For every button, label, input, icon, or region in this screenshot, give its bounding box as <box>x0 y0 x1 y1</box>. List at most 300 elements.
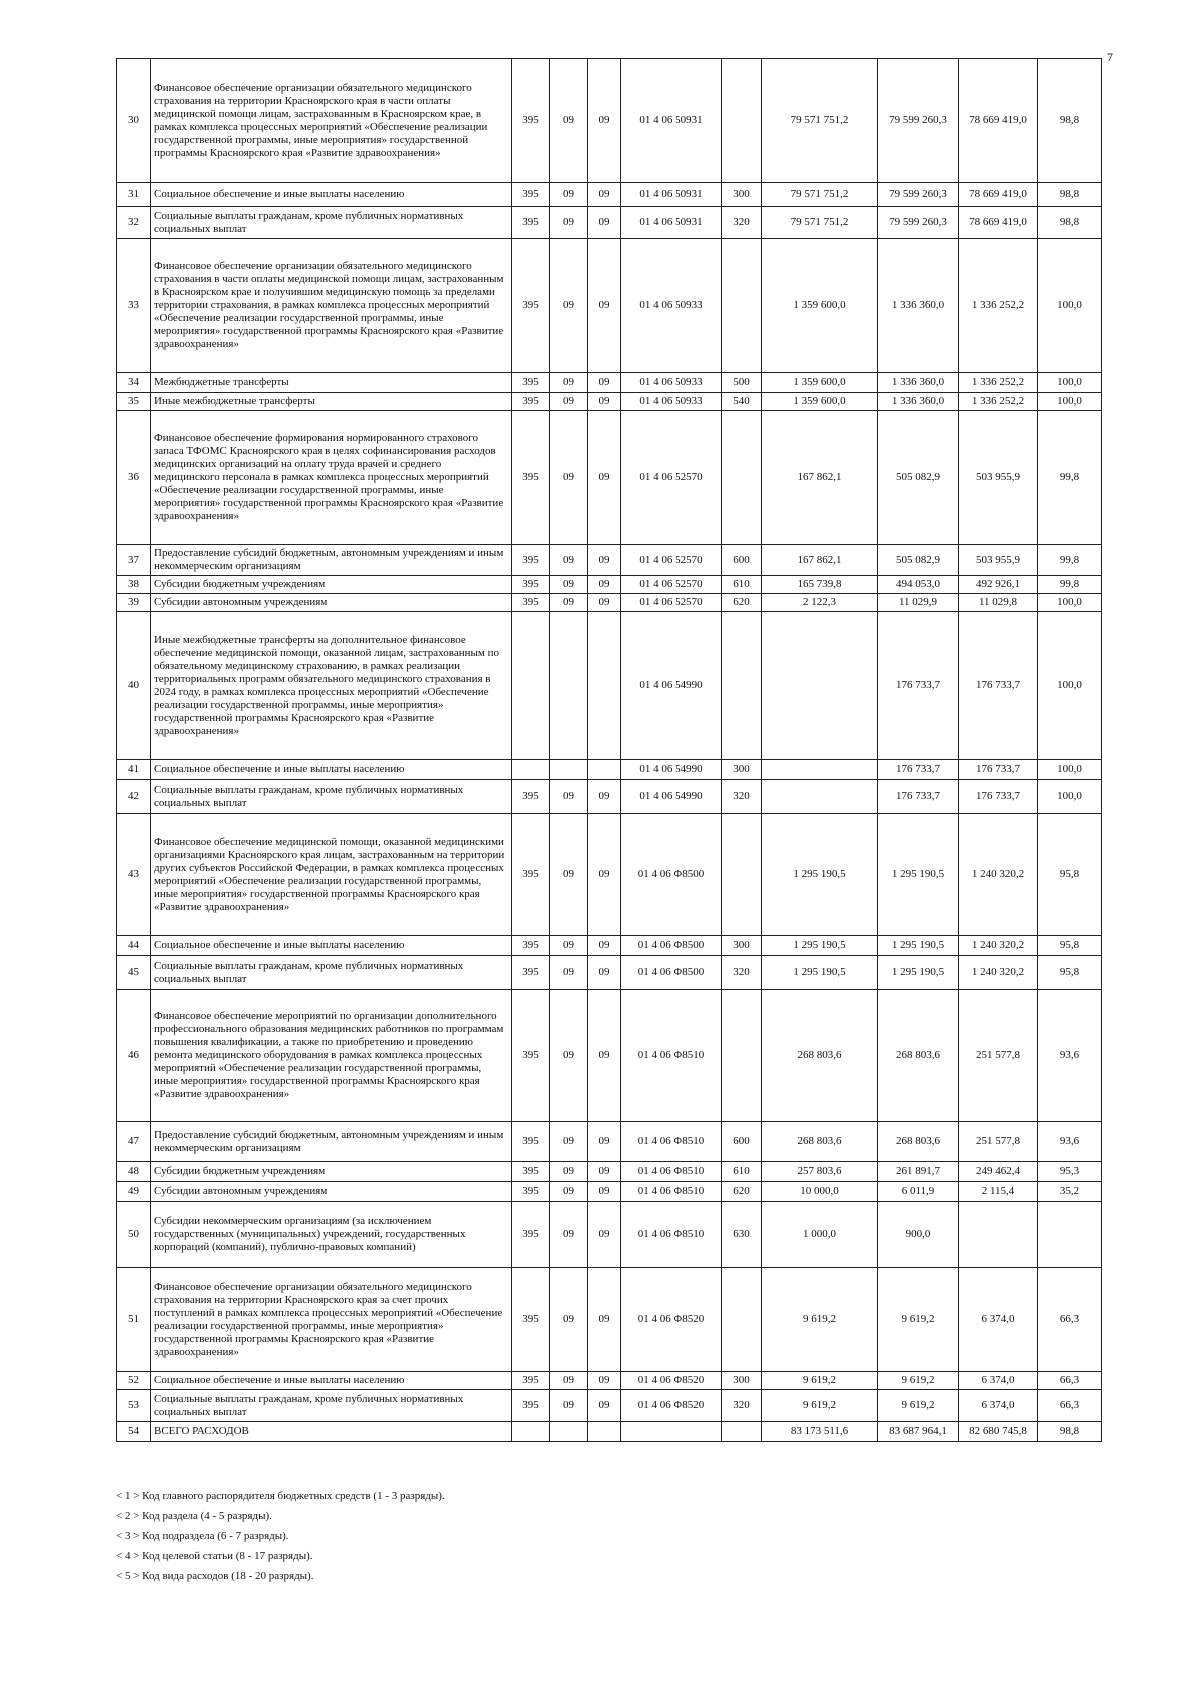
amount-executed: 1 240 320,2 <box>959 936 1038 956</box>
target-code: 01 4 06 Ф8520 <box>621 1390 722 1422</box>
ministry-code: 395 <box>512 1182 550 1202</box>
table-row <box>117 1182 1102 1202</box>
amount-executed: 176 733,7 <box>959 612 1038 760</box>
execution-percent: 98,8 <box>1038 183 1102 207</box>
table-row <box>117 780 1102 814</box>
table-row <box>117 1202 1102 1268</box>
amount-executed: 503 955,9 <box>959 411 1038 545</box>
section-code: 09 <box>550 1372 588 1390</box>
amount-executed: 1 336 252,2 <box>959 393 1038 411</box>
expense-name: Финансовое обеспечение организации обязательного медицинского страхования на территории Красноярского края за счет прочих поступлений в рамках комплекса процессных мероприятий «Обеспечение реализации государственной программы, иные мероприятия» государственной программы Красноярского края «Развитие здравоохранения» <box>151 1268 512 1372</box>
ministry-code: 395 <box>512 956 550 990</box>
amount-revised: 9 619,2 <box>878 1390 959 1422</box>
section-code: 09 <box>550 1268 588 1372</box>
subsection-code: 09 <box>588 1182 621 1202</box>
ministry-code: 395 <box>512 780 550 814</box>
subsection-code: 09 <box>588 780 621 814</box>
ministry-code: 395 <box>512 1122 550 1162</box>
execution-percent: 66,3 <box>1038 1268 1102 1372</box>
amount-approved: 1 295 190,5 <box>762 936 878 956</box>
amount-executed: 492 926,1 <box>959 576 1038 594</box>
subsection-code <box>588 1422 621 1442</box>
expense-name: Финансовое обеспечение организации обязательного медицинского страхования в части оплаты медицинской помощи лицам, застрахованным в Красноярском крае и получившим медицинскую помощь за пределами территории страхования, в рамках комплекса процессных мероприятий «Обеспечение реализации государственной программы, иные мероприятия» государственной программы Красноярского края «Развитие здравоохранения» <box>151 239 512 373</box>
section-code: 09 <box>550 1122 588 1162</box>
expense-type-code <box>722 612 762 760</box>
table-row <box>117 576 1102 594</box>
row-number: 31 <box>117 183 151 207</box>
expense-name: Социальные выплаты гражданам, кроме публичных нормативных социальных выплат <box>151 956 512 990</box>
execution-percent <box>1038 1202 1102 1268</box>
amount-executed: 6 374,0 <box>959 1372 1038 1390</box>
amount-executed: 78 669 419,0 <box>959 207 1038 239</box>
page-number: 7 <box>1107 50 1113 64</box>
expense-name: Финансовое обеспечение мероприятий по организации дополнительного профессионального образования медицинских работников по программам повышения квалификации, а также по приобретению и проведению ремонта медицинского оборудования в рамках комплекса процессных мероприятий «Обеспечение реализации государственной программы, иные мероприятия» государственной программы Красноярского края «Развитие здравоохранения» <box>151 990 512 1122</box>
ministry-code <box>512 1422 550 1442</box>
subsection-code: 09 <box>588 990 621 1122</box>
expense-type-code: 320 <box>722 780 762 814</box>
table-row <box>117 760 1102 780</box>
amount-executed: 1 336 252,2 <box>959 373 1038 393</box>
amount-revised: 268 803,6 <box>878 1122 959 1162</box>
row-number: 38 <box>117 576 151 594</box>
subsection-code: 09 <box>588 594 621 612</box>
amount-revised: 83 687 964,1 <box>878 1422 959 1442</box>
table-row <box>117 1122 1102 1162</box>
footnote: < 2 > Код раздела (4 - 5 разряды). <box>116 1510 272 1522</box>
expense-type-code: 320 <box>722 956 762 990</box>
section-code: 09 <box>550 1182 588 1202</box>
target-code: 01 4 06 52570 <box>621 411 722 545</box>
expense-type-code: 540 <box>722 393 762 411</box>
row-number: 47 <box>117 1122 151 1162</box>
ministry-code: 395 <box>512 594 550 612</box>
target-code: 01 4 06 Ф8510 <box>621 1202 722 1268</box>
expense-name: Субсидии автономным учреждениям <box>151 1182 512 1202</box>
row-number: 33 <box>117 239 151 373</box>
amount-approved <box>762 612 878 760</box>
target-code: 01 4 06 52570 <box>621 545 722 576</box>
amount-approved: 83 173 511,6 <box>762 1422 878 1442</box>
execution-percent: 93,6 <box>1038 1122 1102 1162</box>
expense-name: Иные межбюджетные трансферты на дополнительное финансовое обеспечение медицинской помощи, оказанной лицам, застрахованным по обязательному медицинскому страхованию, в рамках реализации территориальных программ обязательного медицинского страхования в 2024 году, в рамках комплекса процессных мероприятий «Обеспечение реализации государственной программы, иные мероприятия» государственной программы Красноярского края «Развитие здравоохранения» <box>151 612 512 760</box>
amount-executed: 1 240 320,2 <box>959 814 1038 936</box>
target-code: 01 4 06 54990 <box>621 612 722 760</box>
amount-approved: 268 803,6 <box>762 1122 878 1162</box>
amount-revised: 1 336 360,0 <box>878 373 959 393</box>
table-row <box>117 594 1102 612</box>
ministry-code: 395 <box>512 814 550 936</box>
target-code: 01 4 06 50933 <box>621 239 722 373</box>
target-code: 01 4 06 Ф8500 <box>621 956 722 990</box>
expense-type-code: 500 <box>722 373 762 393</box>
expense-name: Социальные выплаты гражданам, кроме публичных нормативных социальных выплат <box>151 207 512 239</box>
row-number: 50 <box>117 1202 151 1268</box>
execution-percent: 95,3 <box>1038 1162 1102 1182</box>
ministry-code <box>512 760 550 780</box>
row-number: 49 <box>117 1182 151 1202</box>
amount-approved: 268 803,6 <box>762 990 878 1122</box>
amount-executed: 1 240 320,2 <box>959 956 1038 990</box>
ministry-code: 395 <box>512 545 550 576</box>
table-row <box>117 1162 1102 1182</box>
row-number: 46 <box>117 990 151 1122</box>
execution-percent: 98,8 <box>1038 1422 1102 1442</box>
row-number: 34 <box>117 373 151 393</box>
amount-executed: 251 577,8 <box>959 990 1038 1122</box>
execution-percent: 66,3 <box>1038 1372 1102 1390</box>
table-row <box>117 373 1102 393</box>
amount-approved: 167 862,1 <box>762 411 878 545</box>
section-code: 09 <box>550 936 588 956</box>
section-code: 09 <box>550 373 588 393</box>
amount-revised: 1 295 190,5 <box>878 814 959 936</box>
subsection-code: 09 <box>588 814 621 936</box>
amount-approved: 10 000,0 <box>762 1182 878 1202</box>
amount-approved: 1 000,0 <box>762 1202 878 1268</box>
section-code: 09 <box>550 576 588 594</box>
ministry-code: 395 <box>512 373 550 393</box>
amount-executed: 176 733,7 <box>959 780 1038 814</box>
execution-percent: 98,8 <box>1038 207 1102 239</box>
expense-type-code: 300 <box>722 760 762 780</box>
amount-approved: 9 619,2 <box>762 1372 878 1390</box>
expense-name: Социальное обеспечение и иные выплаты населению <box>151 183 512 207</box>
amount-approved: 257 803,6 <box>762 1162 878 1182</box>
row-number: 41 <box>117 760 151 780</box>
row-number: 51 <box>117 1268 151 1372</box>
subsection-code: 09 <box>588 59 621 183</box>
amount-revised: 1 336 360,0 <box>878 239 959 373</box>
footnote: < 1 > Код главного распорядителя бюджетных средств (1 - 3 разряды). <box>116 1490 445 1502</box>
ministry-code: 395 <box>512 990 550 1122</box>
execution-percent: 35,2 <box>1038 1182 1102 1202</box>
expense-type-code <box>722 239 762 373</box>
amount-revised: 11 029,9 <box>878 594 959 612</box>
ministry-code: 395 <box>512 1372 550 1390</box>
expense-type-code: 620 <box>722 594 762 612</box>
table-row <box>117 990 1102 1122</box>
table-row <box>117 207 1102 239</box>
expense-name: Предоставление субсидий бюджетным, автономным учреждениям и иным некоммерческим организациям <box>151 1122 512 1162</box>
execution-percent: 99,8 <box>1038 411 1102 545</box>
subsection-code: 09 <box>588 1390 621 1422</box>
expense-type-code: 630 <box>722 1202 762 1268</box>
expense-type-code: 600 <box>722 545 762 576</box>
subsection-code: 09 <box>588 545 621 576</box>
table-row <box>117 612 1102 760</box>
amount-approved: 9 619,2 <box>762 1268 878 1372</box>
amount-revised: 79 599 260,3 <box>878 207 959 239</box>
amount-revised: 261 891,7 <box>878 1162 959 1182</box>
subsection-code: 09 <box>588 1162 621 1182</box>
expense-type-code: 600 <box>722 1122 762 1162</box>
amount-approved: 2 122,3 <box>762 594 878 612</box>
ministry-code: 395 <box>512 1202 550 1268</box>
amount-executed: 1 336 252,2 <box>959 239 1038 373</box>
target-code: 01 4 06 50933 <box>621 393 722 411</box>
expense-type-code: 610 <box>722 1162 762 1182</box>
footnote: < 4 > Код целевой статьи (8 - 17 разряды). <box>116 1550 313 1562</box>
subsection-code: 09 <box>588 1202 621 1268</box>
amount-executed: 6 374,0 <box>959 1390 1038 1422</box>
target-code: 01 4 06 52570 <box>621 576 722 594</box>
expense-type-code: 610 <box>722 576 762 594</box>
expense-name: Субсидии бюджетным учреждениям <box>151 576 512 594</box>
target-code: 01 4 06 54990 <box>621 780 722 814</box>
row-number: 37 <box>117 545 151 576</box>
execution-percent: 100,0 <box>1038 612 1102 760</box>
execution-percent: 98,8 <box>1038 59 1102 183</box>
execution-percent: 99,8 <box>1038 576 1102 594</box>
amount-revised: 79 599 260,3 <box>878 59 959 183</box>
table-row <box>117 814 1102 936</box>
expense-type-code: 300 <box>722 1372 762 1390</box>
execution-percent: 100,0 <box>1038 760 1102 780</box>
table-row <box>117 545 1102 576</box>
expense-type-code: 300 <box>722 936 762 956</box>
target-code: 01 4 06 50933 <box>621 373 722 393</box>
ministry-code: 395 <box>512 1162 550 1182</box>
ministry-code: 395 <box>512 1268 550 1372</box>
execution-percent: 93,6 <box>1038 990 1102 1122</box>
subsection-code: 09 <box>588 207 621 239</box>
expense-name: Субсидии бюджетным учреждениям <box>151 1162 512 1182</box>
table-row <box>117 1422 1102 1442</box>
execution-percent: 100,0 <box>1038 393 1102 411</box>
row-number: 48 <box>117 1162 151 1182</box>
expense-name: Предоставление субсидий бюджетным, автономным учреждениям и иным некоммерческим организациям <box>151 545 512 576</box>
target-code: 01 4 06 Ф8500 <box>621 814 722 936</box>
ministry-code <box>512 612 550 760</box>
ministry-code: 395 <box>512 207 550 239</box>
amount-approved: 165 739,8 <box>762 576 878 594</box>
amount-revised: 176 733,7 <box>878 612 959 760</box>
section-code: 09 <box>550 594 588 612</box>
amount-executed: 11 029,8 <box>959 594 1038 612</box>
subsection-code: 09 <box>588 576 621 594</box>
expense-type-code <box>722 1422 762 1442</box>
execution-percent: 100,0 <box>1038 239 1102 373</box>
amount-revised: 494 053,0 <box>878 576 959 594</box>
target-code: 01 4 06 Ф8510 <box>621 1182 722 1202</box>
ministry-code: 395 <box>512 183 550 207</box>
amount-approved: 1 295 190,5 <box>762 814 878 936</box>
expense-type-code <box>722 814 762 936</box>
expense-type-code <box>722 411 762 545</box>
table-row <box>117 183 1102 207</box>
table-row <box>117 936 1102 956</box>
expense-name: Межбюджетные трансферты <box>151 373 512 393</box>
amount-executed: 176 733,7 <box>959 760 1038 780</box>
amount-revised: 505 082,9 <box>878 545 959 576</box>
section-code <box>550 760 588 780</box>
expense-name: ВСЕГО РАСХОДОВ <box>151 1422 512 1442</box>
subsection-code: 09 <box>588 1122 621 1162</box>
amount-executed: 503 955,9 <box>959 545 1038 576</box>
ministry-code: 395 <box>512 239 550 373</box>
amount-revised: 79 599 260,3 <box>878 183 959 207</box>
ministry-code: 395 <box>512 1390 550 1422</box>
table-row <box>117 411 1102 545</box>
footnote: < 5 > Код вида расходов (18 - 20 разряды). <box>116 1570 314 1582</box>
table-row <box>117 59 1102 183</box>
section-code <box>550 612 588 760</box>
section-code: 09 <box>550 393 588 411</box>
target-code: 01 4 06 Ф8500 <box>621 936 722 956</box>
row-number: 32 <box>117 207 151 239</box>
expense-type-code <box>722 59 762 183</box>
amount-executed: 249 462,4 <box>959 1162 1038 1182</box>
expense-name: Социальное обеспечение и иные выплаты населению <box>151 760 512 780</box>
expense-type-code <box>722 990 762 1122</box>
expense-name: Субсидии некоммерческим организациям (за исключением государственных (муниципальных) учреждений, государственных корпораций (компаний), публично-правовых компаний) <box>151 1202 512 1268</box>
row-number: 45 <box>117 956 151 990</box>
target-code: 01 4 06 Ф8510 <box>621 1122 722 1162</box>
amount-approved: 1 359 600,0 <box>762 393 878 411</box>
section-code: 09 <box>550 1202 588 1268</box>
row-number: 52 <box>117 1372 151 1390</box>
amount-approved: 79 571 751,2 <box>762 59 878 183</box>
amount-revised: 900,0 <box>878 1202 959 1268</box>
subsection-code: 09 <box>588 936 621 956</box>
subsection-code: 09 <box>588 411 621 545</box>
expense-name: Социальное обеспечение и иные выплаты населению <box>151 1372 512 1390</box>
amount-executed: 6 374,0 <box>959 1268 1038 1372</box>
table-row <box>117 393 1102 411</box>
amount-approved <box>762 760 878 780</box>
execution-percent: 99,8 <box>1038 545 1102 576</box>
section-code: 09 <box>550 1390 588 1422</box>
row-number: 53 <box>117 1390 151 1422</box>
amount-revised: 1 295 190,5 <box>878 956 959 990</box>
row-number: 43 <box>117 814 151 936</box>
ministry-code: 395 <box>512 936 550 956</box>
expense-name: Социальное обеспечение и иные выплаты населению <box>151 936 512 956</box>
amount-approved: 1 295 190,5 <box>762 956 878 990</box>
section-code: 09 <box>550 956 588 990</box>
target-code: 01 4 06 Ф8510 <box>621 1162 722 1182</box>
amount-approved: 79 571 751,2 <box>762 207 878 239</box>
amount-revised: 9 619,2 <box>878 1372 959 1390</box>
amount-executed: 78 669 419,0 <box>959 59 1038 183</box>
amount-revised: 176 733,7 <box>878 780 959 814</box>
section-code: 09 <box>550 207 588 239</box>
budget-table <box>116 58 1102 1442</box>
amount-approved: 1 359 600,0 <box>762 239 878 373</box>
section-code: 09 <box>550 780 588 814</box>
section-code: 09 <box>550 183 588 207</box>
row-number: 44 <box>117 936 151 956</box>
amount-revised: 505 082,9 <box>878 411 959 545</box>
subsection-code <box>588 760 621 780</box>
expense-type-code <box>722 1268 762 1372</box>
amount-executed <box>959 1202 1038 1268</box>
target-code: 01 4 06 50931 <box>621 183 722 207</box>
expense-name: Социальные выплаты гражданам, кроме публичных нормативных социальных выплат <box>151 780 512 814</box>
subsection-code: 09 <box>588 956 621 990</box>
row-number: 36 <box>117 411 151 545</box>
execution-percent: 95,8 <box>1038 814 1102 936</box>
expense-type-code: 300 <box>722 183 762 207</box>
ministry-code: 395 <box>512 59 550 183</box>
amount-revised: 268 803,6 <box>878 990 959 1122</box>
subsection-code <box>588 612 621 760</box>
table-row <box>117 239 1102 373</box>
section-code: 09 <box>550 59 588 183</box>
target-code: 01 4 06 Ф8510 <box>621 990 722 1122</box>
row-number: 40 <box>117 612 151 760</box>
footnote: < 3 > Код подраздела (6 - 7 разряды). <box>116 1530 289 1542</box>
section-code <box>550 1422 588 1442</box>
target-code <box>621 1422 722 1442</box>
target-code: 01 4 06 52570 <box>621 594 722 612</box>
amount-revised: 1 295 190,5 <box>878 936 959 956</box>
target-code: 01 4 06 Ф8520 <box>621 1372 722 1390</box>
row-number: 35 <box>117 393 151 411</box>
amount-executed: 251 577,8 <box>959 1122 1038 1162</box>
subsection-code: 09 <box>588 239 621 373</box>
amount-approved: 1 359 600,0 <box>762 373 878 393</box>
amount-executed: 2 115,4 <box>959 1182 1038 1202</box>
subsection-code: 09 <box>588 183 621 207</box>
execution-percent: 100,0 <box>1038 780 1102 814</box>
expense-name: Социальные выплаты гражданам, кроме публичных нормативных социальных выплат <box>151 1390 512 1422</box>
row-number: 39 <box>117 594 151 612</box>
execution-percent: 66,3 <box>1038 1390 1102 1422</box>
expense-name: Иные межбюджетные трансферты <box>151 393 512 411</box>
expense-type-code: 320 <box>722 207 762 239</box>
section-code: 09 <box>550 1162 588 1182</box>
subsection-code: 09 <box>588 393 621 411</box>
expense-name: Финансовое обеспечение организации обязательного медицинского страхования на территории Красноярского края в части оплаты медицинской помощи лицам, застрахованным в Красноярском крае, в рамках комплекса процессных мероприятий «Обеспечение реализации государственной программы, иные мероприятия» государственной программы Красноярского края «Развитие здравоохранения» <box>151 59 512 183</box>
ministry-code: 395 <box>512 411 550 545</box>
amount-executed: 78 669 419,0 <box>959 183 1038 207</box>
amount-revised: 9 619,2 <box>878 1268 959 1372</box>
execution-percent: 100,0 <box>1038 594 1102 612</box>
target-code: 01 4 06 50931 <box>621 207 722 239</box>
table-row <box>117 1372 1102 1390</box>
amount-revised: 176 733,7 <box>878 760 959 780</box>
subsection-code: 09 <box>588 373 621 393</box>
table-row <box>117 1390 1102 1422</box>
expense-name: Финансовое обеспечение формирования нормированного страхового запаса ТФОМС Красноярского края в целях софинансирования расходов медицинских организаций на оплату труда врачей и среднего медицинского персонала в рамках комплекса процессных мероприятий «Обеспечение реализации государственной программы, иные мероприятия» государственной программы Красноярского края «Развитие здравоохранения» <box>151 411 512 545</box>
subsection-code: 09 <box>588 1268 621 1372</box>
execution-percent: 95,8 <box>1038 936 1102 956</box>
subsection-code: 09 <box>588 1372 621 1390</box>
table-row <box>117 1268 1102 1372</box>
amount-revised: 6 011,9 <box>878 1182 959 1202</box>
amount-approved <box>762 780 878 814</box>
row-number: 42 <box>117 780 151 814</box>
expense-type-code: 320 <box>722 1390 762 1422</box>
footnotes <box>116 1486 445 1586</box>
section-code: 09 <box>550 990 588 1122</box>
ministry-code: 395 <box>512 576 550 594</box>
section-code: 09 <box>550 545 588 576</box>
row-number: 30 <box>117 59 151 183</box>
execution-percent: 100,0 <box>1038 373 1102 393</box>
target-code: 01 4 06 54990 <box>621 760 722 780</box>
amount-approved: 79 571 751,2 <box>762 183 878 207</box>
row-number: 54 <box>117 1422 151 1442</box>
amount-executed: 82 680 745,8 <box>959 1422 1038 1442</box>
expense-type-code: 620 <box>722 1182 762 1202</box>
ministry-code: 395 <box>512 393 550 411</box>
amount-approved: 167 862,1 <box>762 545 878 576</box>
execution-percent: 95,8 <box>1038 956 1102 990</box>
section-code: 09 <box>550 814 588 936</box>
amount-revised: 1 336 360,0 <box>878 393 959 411</box>
